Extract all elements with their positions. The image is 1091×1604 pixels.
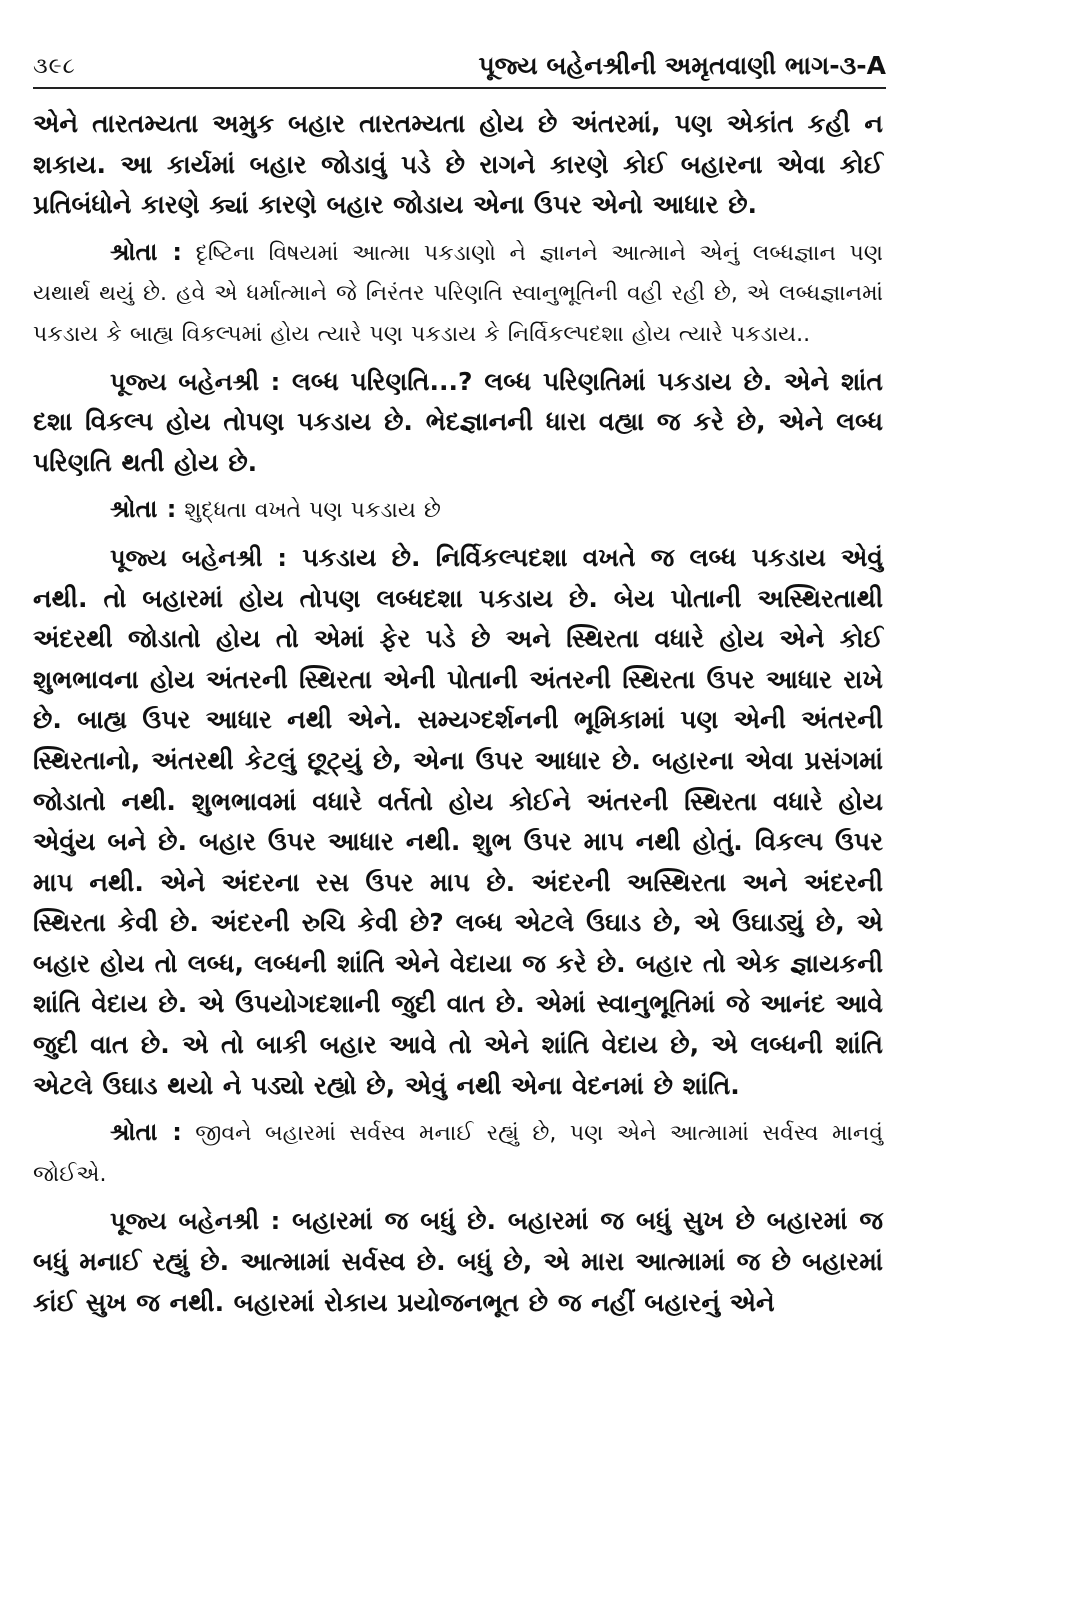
paragraph-text: પકડાય છે. નિર્વિકલ્પદશા વખતે જ લબ્ધ પકડાય એવું નથી. તો બહારમાં હોય તોપણ લબ્ધદશા પકડાય છે. બેય પોતાની અસ્થિરતાથી અંદરથી જોડાતો હોય તો એમાં ફેર પડે છે અને સ્થિરતા વધારે હોય એને કોઈ શુભભાવના હોય અંતરની સ્થિરતા એની પોતાની અંતરની સ્થિરતા ઉપર આધાર રાખે છે. બાહ્ય ઉપર આધાર નથી એને. સમ્યગ્દર્શનની ભૂમિકામાં પણ એની અંતરની સ્થિરતાનો, અંતરથી કેટલું છૂટ્યું છે, એના ઉપર આધાર છે. બહારના એવા પ્રસંગમાં જોડાતો નથી. શુભભાવમાં વધારે વર્તતો હોય કોઈને અંતરની સ્થિરતા વધારે હોય એવુંય બને છે. બહાર ઉપર આધાર નથી. શુભ ઉપર માપ નથી હોતું. વિકલ્પ ઉપર માપ નથી. એને અંદરના રસ ઉપર માપ છે. અંદરની અસ્થિરતા અને અંદરની સ્થિરતા કેવી છે. અંદરની રુચિ કેવી છે? લબ્ધ એટલે ઉઘાડ છે, એ ઉઘાડ્યું છે, એ બહાર હોય તો લબ્ધ, લબ્ધની શાંતિ એને વેદાયા જ કરે છે. બહાર તો એક જ્ઞાયકની શાંતિ વેદાય છે. એ ઉપયોગદશાની જુદી વાત છે. એમાં સ્વાનુભૂતિમાં જે આનંદ આવે જુદી વાત છે. એ તો બાકી બહાર આવે તો એને શાંતિ વેદાય છે, એ લબ્ધની શાંતિ એટલે ઉઘાડ થયો ને પડ્યો રહ્યો છે, એવું નથી એના વેદનમાં છે શાંતિ. bbox=[33, 542, 883, 1100]
speaker-label: શ્રોતા : bbox=[110, 237, 182, 266]
page-number: ૩૯૮ bbox=[33, 53, 76, 79]
page-header bbox=[33, 48, 886, 84]
paragraph-behenshri bbox=[33, 362, 883, 484]
paragraph-listener bbox=[33, 1112, 883, 1195]
speaker-label: શ્રોતા : bbox=[110, 1118, 182, 1147]
paragraph-behenshri bbox=[33, 1201, 883, 1323]
speaker-label: શ્રોતા : bbox=[110, 495, 177, 524]
speaker-label: પૂજ્ય બહેનશ્રી : bbox=[110, 367, 281, 396]
paragraph-behenshri bbox=[33, 538, 883, 1106]
paragraph-continuation bbox=[33, 104, 883, 226]
header-rule bbox=[33, 87, 886, 89]
paragraph-text: દૃષ્ટિના વિષયમાં આત્મા પકડાણો ને જ્ઞાનને આત્માને એનું લબ્ધજ્ઞાન પણ યથાર્થ થયું છે. હવે એ ધર્માત્માને જે નિરંતર પરિણતિ સ્વાનુભૂતિની વહી રહી છે, એ લબ્ધજ્ઞાનમાં પકડાય કે બાહ્ય વિકલ્પમાં હોય ત્યારે પણ પકડાય કે નિર્વિકલ્પદશા હોય ત્યારે પકડાય.. bbox=[33, 240, 883, 347]
speaker-label: પૂજ્ય બહેનશ્રી : bbox=[110, 543, 287, 572]
paragraph-text: લબ્ધ પરિણતિ...? લબ્ધ પરિણતિમાં પકડાય છે. એને શાંત દશા વિકલ્પ હોય તોપણ પકડાય છે. ભેદજ્ઞાનની ધારા વહ્યા જ કરે છે, એને લબ્ધ પરિણતિ થતી હોય છે. bbox=[33, 366, 883, 477]
body-text bbox=[33, 104, 883, 1329]
paragraph-listener bbox=[33, 232, 883, 356]
speaker-label: પૂજ્ય બહેનશ્રી : bbox=[110, 1207, 281, 1236]
running-title: પૂજ્ય બહેનશ્રીની અમૃતવાણી ભાગ-૩-A bbox=[478, 51, 886, 80]
paragraph-text: શુદ્ધતા વખતે પણ પકડાય છે bbox=[184, 498, 441, 524]
paragraph-text: બહારમાં જ બધું છે. બહારમાં જ બધું સુખ છે બહારમાં જ બધું મનાઈ રહ્યું છે. આત્મામાં સર્વસ્વ છે. બધું છે, એ મારા આત્મામાં જ છે બહારમાં કાંઈ સુખ જ નથી. બહારમાં રોકાય પ્રયોજનભૂત છે જ નહીં બહારનું એને bbox=[33, 1206, 883, 1317]
paragraph-text: એને તારતમ્યતા અમુક બહાર તારતમ્યતા હોય છે અંતરમાં, પણ એકાંત કહી ન શકાય. આ કાર્યમાં બહાર જોડાવું પડે છે રાગને કારણે કોઈ બહારના એવા કોઈ પ્રતિબંધોને કારણે ક્યાં કારણે બહાર જોડાય એના ઉપર એનો આધાર છે. bbox=[33, 109, 883, 220]
paragraph-listener bbox=[33, 489, 883, 532]
paragraph-text: જીવને બહારમાં સર્વસ્વ મનાઈ રહ્યું છે, પણ એને આત્મામાં સર્વસ્વ માનવું જોઈએ. bbox=[33, 1121, 883, 1187]
